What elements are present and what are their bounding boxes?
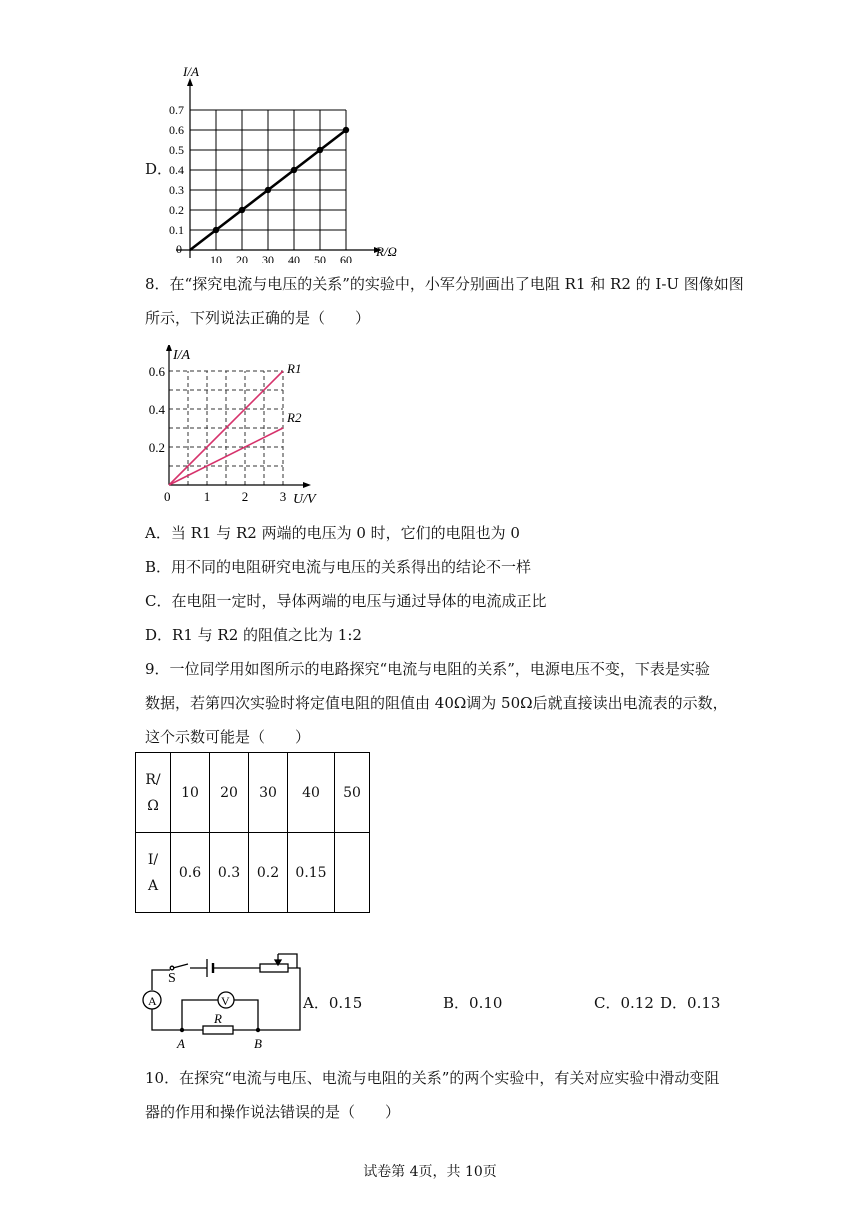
q9-option-b: B．0.10	[443, 994, 503, 1012]
q10-stem-line2: 器的作用和操作说法错误的是（ ）	[145, 1103, 401, 1121]
q8-origin-label: 0	[164, 489, 171, 504]
x-tick-label: 2	[241, 489, 249, 504]
data-point	[343, 127, 349, 133]
data-point	[265, 187, 271, 193]
q8-series-label-r1: R1	[287, 361, 302, 376]
q8-stem-line2: 所示，下列说法正确的是（ ）	[145, 309, 371, 327]
table-cell: 50	[335, 753, 370, 833]
q10-stem-line1: 10．在探究“电流与电压、电流与电阻的关系”的两个实验中，有关对应实验中滑动变阻	[145, 1069, 720, 1087]
x-tick-label: 60	[340, 253, 352, 263]
table-cell: 0.6	[171, 833, 210, 913]
table-cell: 0.15	[288, 833, 335, 913]
i-header-bottom: A	[147, 877, 159, 894]
table-cell	[335, 833, 370, 913]
table-row	[136, 753, 370, 833]
y-tick-label: 0.2	[148, 440, 165, 455]
x-axis-arrow	[303, 482, 311, 488]
q8-option-b: B．用不同的电阻研究电流与电压的关系得出的结论不一样	[145, 558, 532, 576]
q9-stem-line1: 9．一位同学用如图所示的电路探究“电流与电阻的关系”，电源电压不变，下表是实验	[145, 660, 710, 678]
resistor-label: R	[214, 1011, 222, 1026]
q8-stem-line1: 8．在“探究电流与电压的关系”的实验中，小军分别画出了电阻 R1 和 R2 的 I-U 图像如图	[145, 275, 744, 293]
q7-x-axis-label: R/Ω	[376, 244, 397, 259]
q7-data-line	[190, 127, 349, 250]
q9-stem-line3: 这个示数可能是（ ）	[145, 728, 311, 746]
y-tick-label: 0.4	[169, 163, 184, 177]
r-header-bottom: Ω	[147, 797, 159, 814]
y-tick-label: 0.5	[169, 143, 184, 157]
y-tick-label: 0.2	[169, 203, 184, 217]
y-tick-label: 0.6	[148, 364, 165, 379]
y-tick-label: 0.6	[169, 123, 184, 137]
data-point	[317, 147, 323, 153]
q8-option-c: C．在电阻一定时，导体两端的电压与通过导体的电流成正比	[145, 592, 547, 610]
table-cell: 40	[288, 753, 335, 833]
table-cell: 0.2	[249, 833, 288, 913]
node-a-label: A	[177, 1036, 185, 1051]
x-tick-label: 20	[236, 253, 248, 263]
q8-x-axis-label: U/V	[293, 492, 316, 507]
q7-axes	[176, 78, 382, 258]
switch-label: S	[168, 971, 176, 986]
q7-y-axis-label: I/A	[183, 64, 199, 79]
q9-option-c: C．0.12	[594, 994, 654, 1012]
r-header-top: R/	[145, 771, 161, 788]
table-cell: 20	[210, 753, 249, 833]
y-tick-label: 0.7	[169, 103, 184, 117]
q8-series-label-r2: R2	[287, 410, 302, 425]
x-tick-label: 10	[210, 253, 222, 263]
table-row-header-r	[136, 753, 171, 833]
q8-chart	[140, 345, 340, 510]
node-b-label: B	[254, 1036, 262, 1051]
x-tick-label: 40	[288, 253, 300, 263]
q7-origin-label: 0	[176, 242, 182, 256]
x-tick-label: 1	[203, 489, 211, 504]
q8-y-axis-label: I/A	[173, 348, 191, 363]
q9-option-a: A．0.15	[303, 994, 363, 1012]
q8-option-a: A．当 R1 与 R2 两端的电压为 0 时，它们的电阻也为 0	[145, 524, 520, 542]
q8-option-d: D．R1 与 R2 的阻值之比为 1:2	[145, 626, 362, 644]
x-tick-label: 50	[314, 253, 326, 263]
page-footer: 试卷第 4页，共 10页	[363, 1164, 497, 1180]
voltmeter-label: V	[221, 994, 230, 1008]
q9-stem-line2: 数据，若第四次实验时将定值电阻的阻值由 40Ω调为 50Ω后就直接读出电流表的示数，	[145, 694, 728, 712]
x-tick-label: 30	[262, 253, 274, 263]
y-tick-label: 0.4	[148, 402, 165, 417]
y-axis-arrow	[187, 78, 193, 86]
q9-data-table	[135, 752, 370, 913]
y-tick-label: 0.3	[169, 183, 184, 197]
data-point	[213, 227, 219, 233]
ammeter-label: A	[148, 994, 157, 1008]
data-point	[291, 167, 297, 173]
q7-option-d-label: D．	[145, 160, 173, 178]
table-row-header-i	[136, 833, 171, 913]
table-row	[136, 833, 370, 913]
data-point	[239, 207, 245, 213]
q9-circuit-diagram	[130, 944, 305, 1054]
table-cell: 30	[249, 753, 288, 833]
table-cell: 0.3	[210, 833, 249, 913]
q7-tick-labels	[169, 103, 352, 263]
i-header-top: I/	[147, 851, 159, 868]
y-tick-label: 0.1	[169, 223, 184, 237]
q9-option-d: D．0.13	[660, 994, 721, 1012]
table-cell: 10	[171, 753, 210, 833]
y-axis-arrow	[166, 345, 172, 351]
x-tick-label: 3	[279, 489, 287, 504]
q7-chart	[165, 58, 415, 263]
